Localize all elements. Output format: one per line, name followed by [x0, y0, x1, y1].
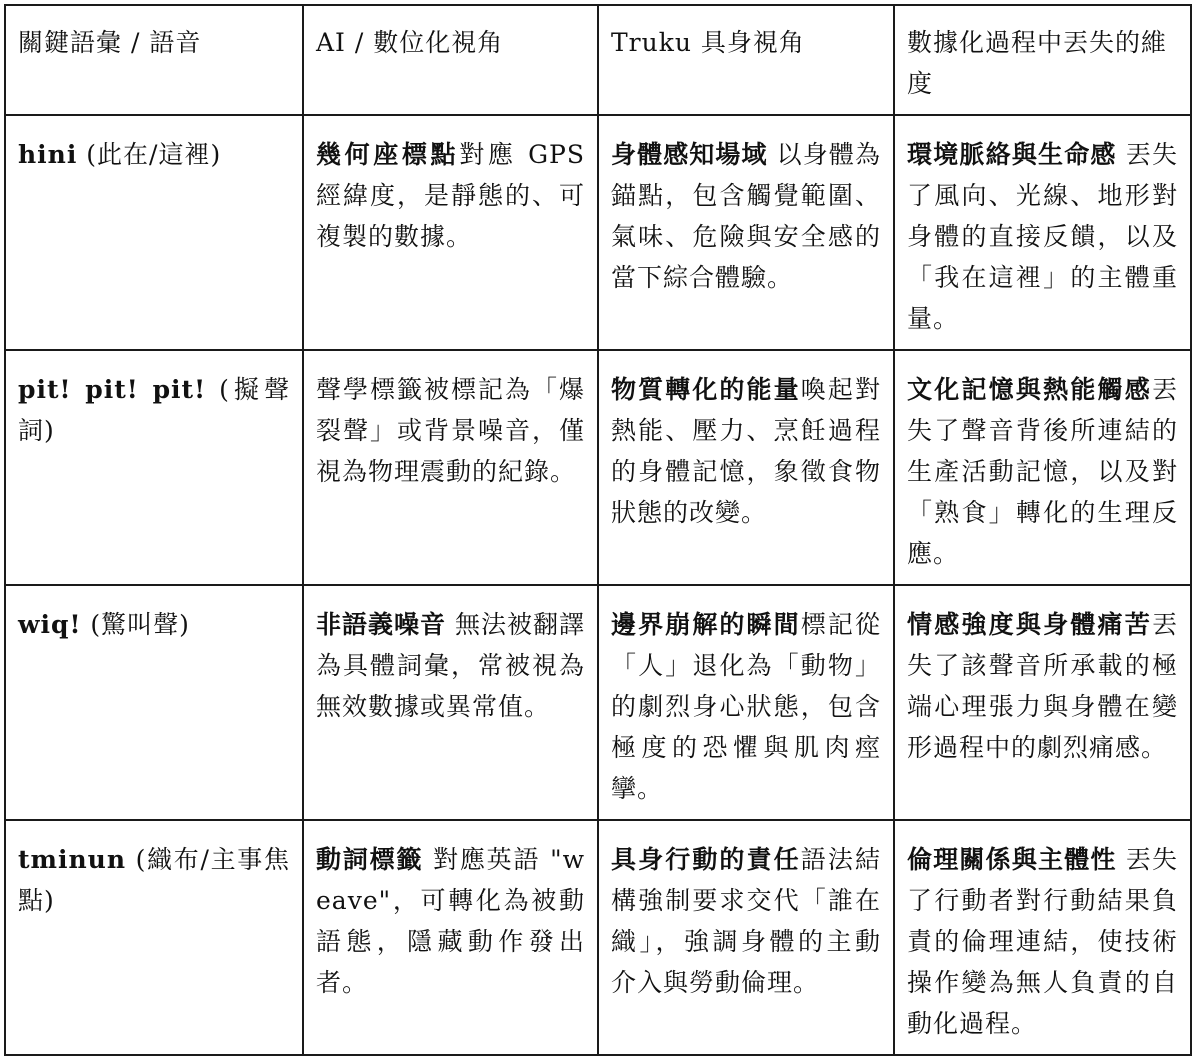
truku-view-text: 語法結構強制要求交代「誰在織」，強調身體的主動介入與勞動倫理。: [611, 845, 881, 997]
truku-view-text: 標記從「人」退化為「動物」的劇烈身心狀態，包含極度的恐懼與肌肉痙攣。: [611, 610, 881, 803]
ai-view-cell: [303, 820, 598, 1055]
comparison-table-container: [4, 4, 1192, 1056]
truku-view-text: 喚起對熱能、壓力、烹飪過程的身體記憶，象徵食物狀態的改變。: [611, 375, 881, 527]
table-row: [5, 115, 1191, 350]
truku-view-cell: [598, 585, 894, 820]
keyword-term: tminun: [18, 845, 127, 874]
keyword-term: hini: [18, 140, 78, 169]
lost-dimension-text: 丟失了風向、光線、地形對身體的直接反饋，以及「我在這裡」的主體重量。: [907, 140, 1178, 333]
truku-view-cell: [598, 115, 894, 350]
comparison-table: [4, 4, 1192, 1056]
truku-view-text: 以身體為錨點，包含觸覺範圍、氣味、危險與安全感的當下綜合體驗。: [611, 140, 881, 292]
ai-view-key: 動詞標籤: [316, 845, 424, 874]
truku-view-key: 物質轉化的能量: [611, 375, 801, 404]
ai-view-cell: [303, 585, 598, 820]
truku-view-key: 具身行動的責任: [611, 845, 801, 874]
ai-view-key: 幾何座標點: [316, 140, 460, 169]
lost-dimension-text: 丟失了聲音背後所連結的生產活動記憶，以及對「熟食」轉化的生理反應。: [907, 375, 1178, 568]
lost-dimension-text: 丟失了行動者對行動結果負責的倫理連結，使技術操作變為無人負責的自動化過程。: [907, 845, 1178, 1038]
lost-dimension-key: 文化記憶與熱能觸感: [907, 375, 1152, 404]
header-keyword: 關鍵語彙 / 語音: [5, 5, 303, 115]
lost-dimension-cell: [894, 820, 1191, 1055]
ai-view-key: 非語義噪音: [316, 610, 447, 639]
keyword-cell: [5, 350, 303, 585]
table-row: [5, 820, 1191, 1055]
keyword-cell: [5, 585, 303, 820]
keyword-term: wiq!: [18, 610, 82, 639]
keyword-term: pit! pit! pit!: [18, 375, 207, 404]
keyword-cell: [5, 820, 303, 1055]
lost-dimension-cell: [894, 585, 1191, 820]
truku-view-key: 身體感知場域: [611, 140, 768, 169]
ai-view-cell: [303, 115, 598, 350]
table-row: [5, 350, 1191, 585]
ai-view-text: 對應英語 "weave"，可轉化為被動語態，隱藏動作發出者。: [316, 845, 585, 997]
ai-view-text: 無法被翻譯為具體詞彙，常被視為無效數據或異常值。: [316, 610, 585, 721]
lost-dimension-key: 倫理關係與主體性: [907, 845, 1117, 874]
header-ai-view: AI / 數位化視角: [303, 5, 598, 115]
ai-view-text: 聲學標籤被標記為「爆裂聲」或背景噪音，僅視為物理震動的紀錄。: [316, 375, 585, 486]
truku-view-cell: [598, 350, 894, 585]
keyword-gloss: (織布/主事焦點): [18, 845, 290, 915]
table-row: [5, 585, 1191, 820]
header-truku-view: Truku 具身視角: [598, 5, 894, 115]
ai-view-text: 對應 GPS 經緯度，是靜態的、可複製的數據。: [316, 140, 585, 251]
truku-view-cell: [598, 820, 894, 1055]
keyword-gloss: (擬聲詞): [18, 375, 290, 445]
ai-view-cell: [303, 350, 598, 585]
keyword-gloss: (驚叫聲): [81, 610, 190, 639]
lost-dimension-cell: [894, 350, 1191, 585]
lost-dimension-key: 環境脈絡與生命感: [907, 140, 1117, 169]
lost-dimension-text: 丟失了該聲音所承載的極端心理張力與身體在變形過程中的劇烈痛感。: [907, 610, 1178, 762]
keyword-gloss: (此在/這裡): [77, 140, 222, 169]
lost-dimension-key: 情感強度與身體痛苦: [907, 610, 1152, 639]
lost-dimension-cell: [894, 115, 1191, 350]
truku-view-key: 邊界崩解的瞬間: [611, 610, 801, 639]
header-lost-dimension: 數據化過程中丟失的維度: [894, 5, 1191, 115]
table-header-row: [5, 5, 1191, 115]
keyword-cell: [5, 115, 303, 350]
